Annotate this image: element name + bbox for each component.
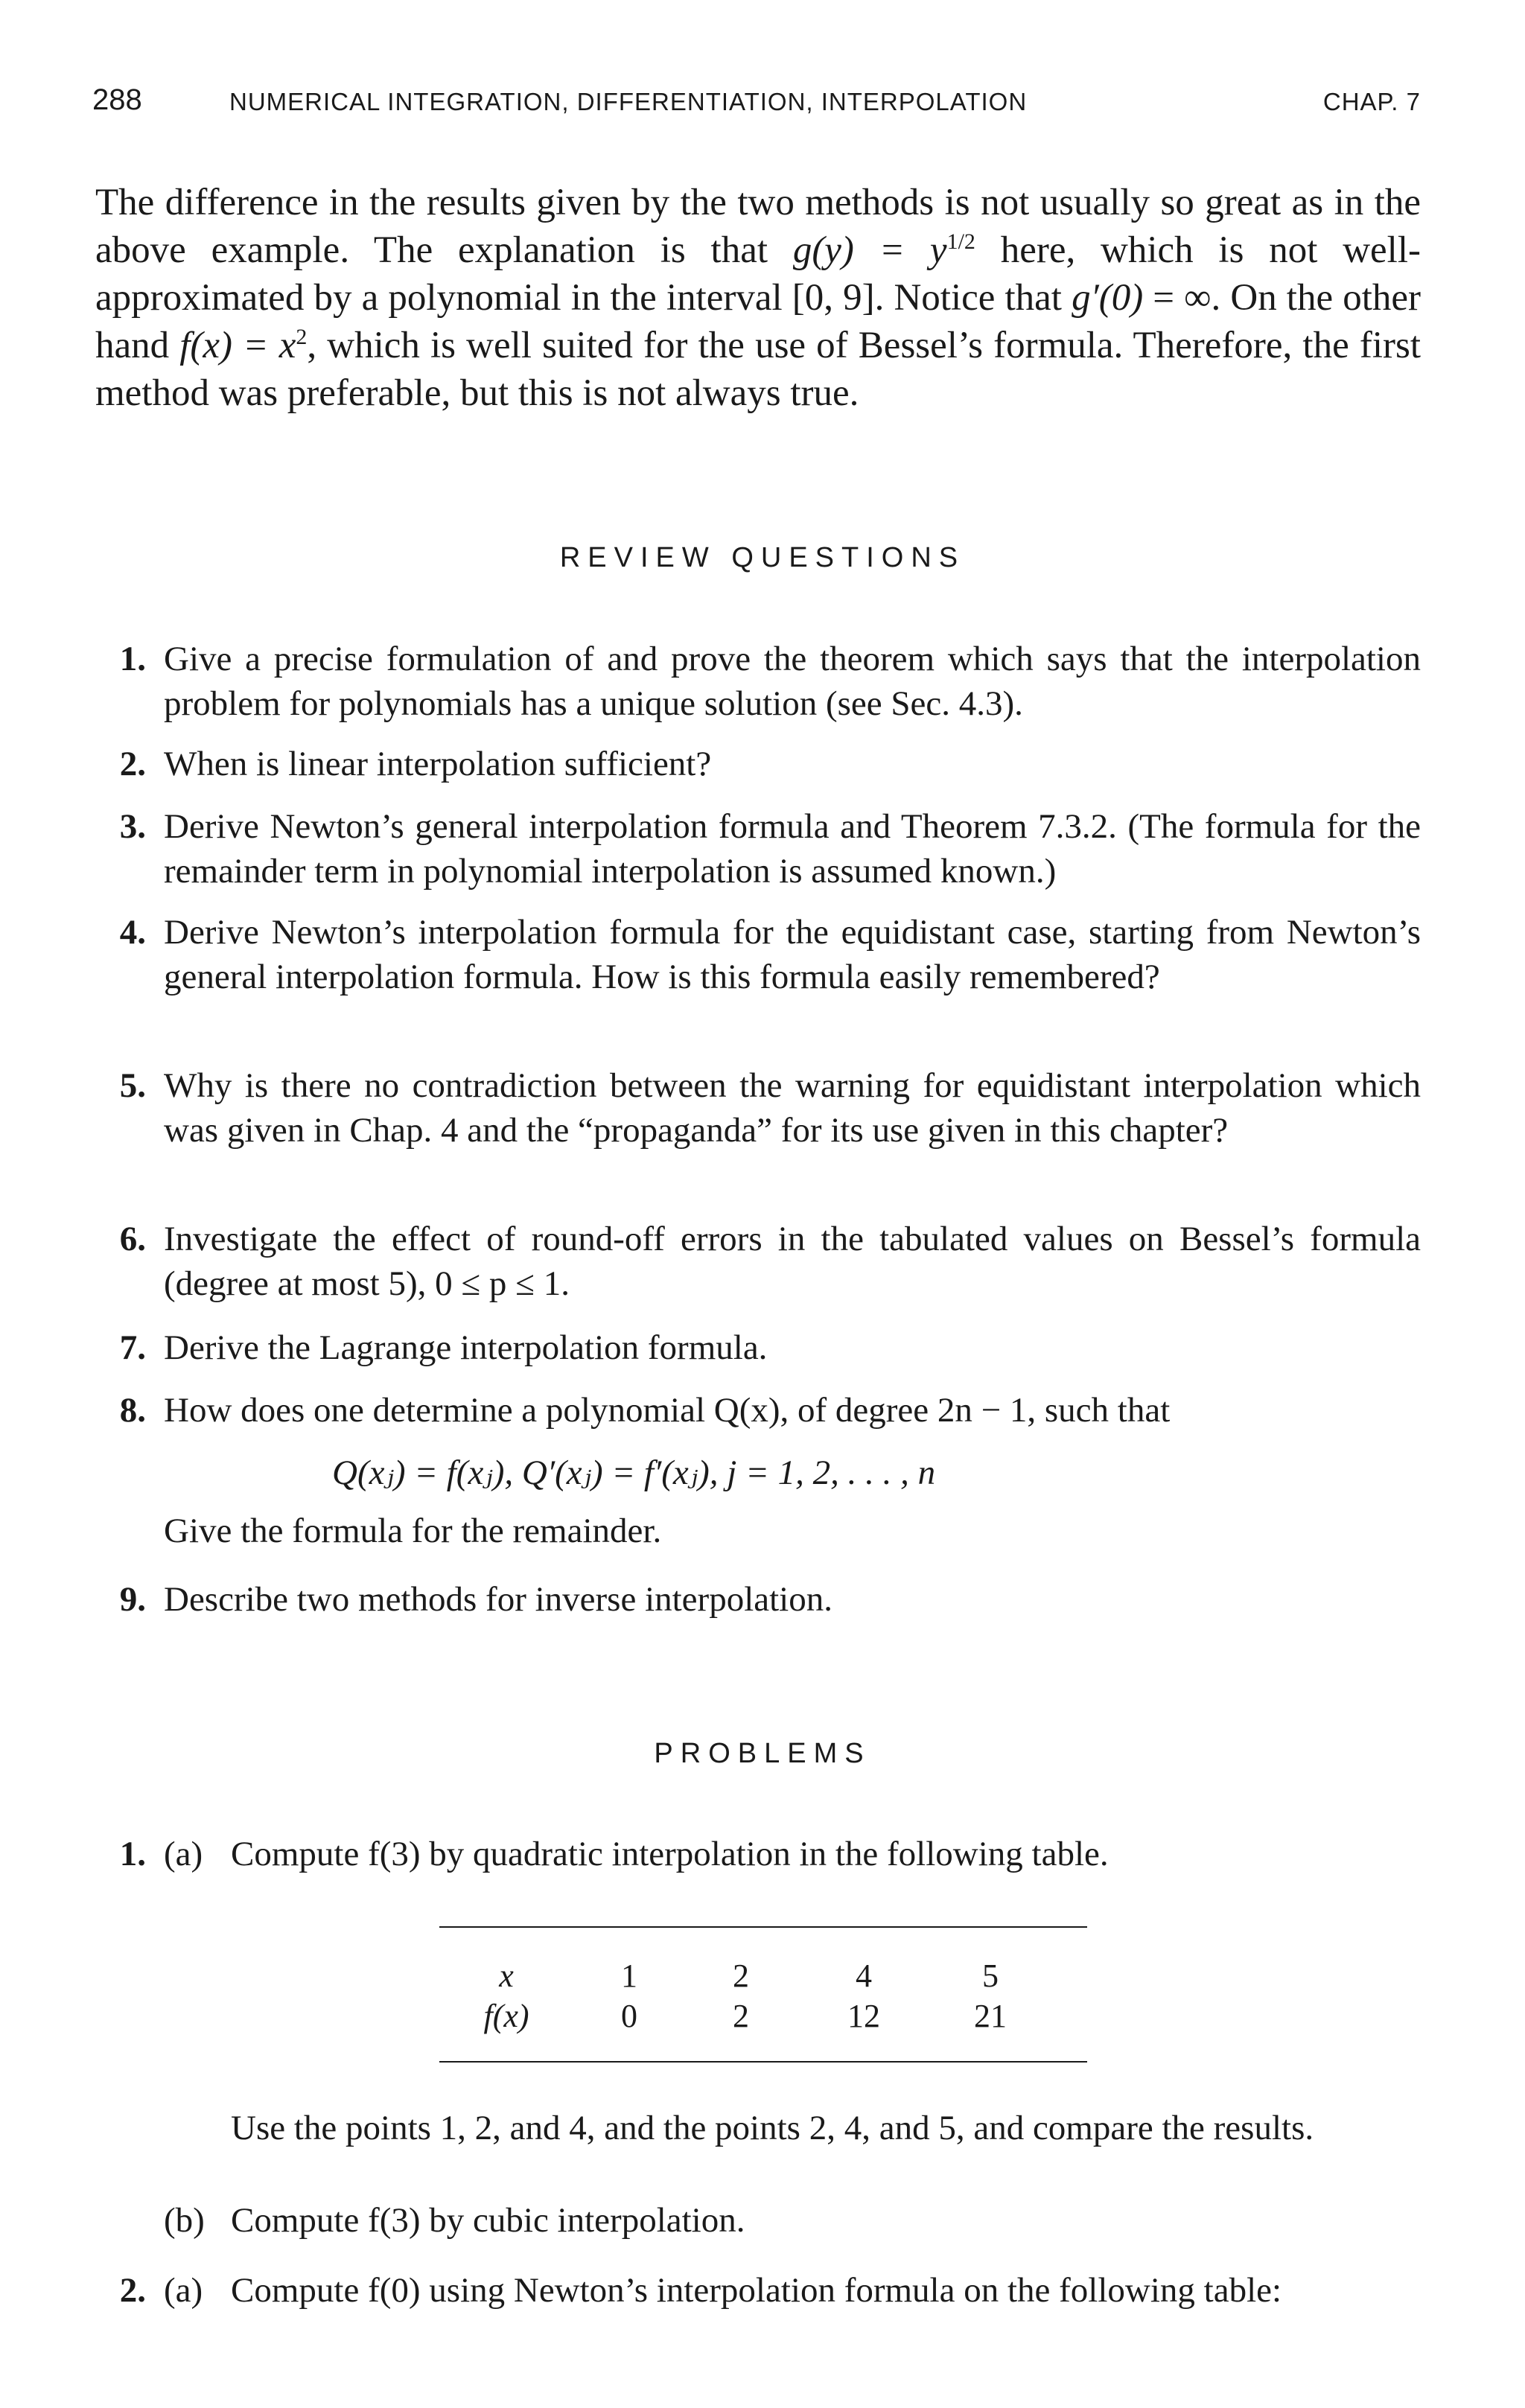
intro-line: , which is well suited for the use of Bessel’s [307, 325, 983, 366]
question-number: 7. [119, 1328, 146, 1367]
math-f-of-x: f(x) [179, 325, 233, 366]
table-bottom-rule [439, 2061, 1087, 2063]
question-text: Give the formula for the remainder. [164, 1512, 662, 1550]
chapter-label: CHAP. 7 [1322, 88, 1421, 115]
intro-line: well-approximated by a polynomial in the interval [0, 9]. Notice that [95, 229, 1421, 319]
intro-line: = ∞. [1143, 277, 1221, 319]
question-text: When is linear interpolation sufficient? [164, 745, 712, 783]
math-g-of-y: g(y) [792, 229, 854, 271]
intro-paragraph [95, 179, 1421, 417]
question-text: Derive Newton’s interpolation formula for the equidistant case, starting from Newton’s general interpolation formula. How is this formula easily remembered? [164, 913, 1421, 996]
part-text: Use the points 1, 2, and 4, and the points 2, 4, and 5, and compare the results. [231, 2109, 1314, 2147]
table-header-fx: f(x) [483, 1998, 529, 2034]
question-text: How does one determine a polynomial Q(x), of degree 2n − 1, such that [164, 1391, 1171, 1430]
intro-line: as in the above example. The explanation is that [95, 182, 1421, 271]
review-questions-heading: REVIEW QUESTIONS [559, 542, 966, 573]
running-head [92, 83, 1421, 128]
table-cell-fx: 21 [974, 1998, 1007, 2034]
hermite-condition-equation: Q(xⱼ) = f(xⱼ), Q′(xⱼ) = f′(xⱼ), j = 1, 2, . . . , n [332, 1453, 936, 1492]
table-cell-x: 4 [856, 1958, 872, 1994]
question-number: 6. [119, 1220, 146, 1258]
question-text: Derive the Lagrange interpolation formula. [164, 1328, 768, 1367]
part-text: Compute f(0) using Newton’s interpolation formula on the following table: [231, 2271, 1282, 2310]
part-text: Compute f(3) by cubic interpolation. [231, 2201, 745, 2240]
table-cell-x: 5 [982, 1958, 999, 1994]
table-cell-fx: 12 [847, 1998, 880, 2034]
math-eq-y: = y [853, 229, 947, 271]
table-top-rule [439, 1926, 1087, 1928]
math-eq-x: = x [232, 325, 296, 366]
table-cell-x: 2 [733, 1958, 749, 1994]
question-number: 5. [119, 1066, 146, 1105]
question-number: 9. [119, 1580, 146, 1619]
question-text: Why is there no contradiction between the warning for equidistant interpolation which was given in Chap. 4 and the “propaganda” for its use given in this chapter? [164, 1066, 1421, 1150]
part-label: (b) [164, 2201, 205, 2240]
part-label: (a) [164, 2271, 203, 2310]
intro-line: The difference in the results given by the two methods is not usually so great [95, 182, 1282, 223]
math-exponent: 1/2 [946, 229, 975, 254]
math-exponent: 2 [296, 325, 308, 349]
problem-number: 2. [119, 2271, 146, 2310]
math-g-prime: g′(0) [1072, 277, 1144, 319]
table-header-x: x [499, 1958, 514, 1994]
page-number: 288 [92, 83, 142, 116]
question-text: Investigate the effect of round-off errors in the tabulated values on Bessel’s formula (degree at most 5), 0 ≤ p ≤ 1. [164, 1220, 1421, 1303]
question-number: 4. [119, 913, 146, 952]
table-cell-fx: 0 [621, 1998, 637, 2034]
intro-line: formula. Therefore, the first method was preferable, but this is not always true. [95, 325, 1421, 414]
question-number: 8. [119, 1391, 146, 1430]
problem-number: 1. [119, 1835, 146, 1873]
question-number: 2. [119, 745, 146, 783]
part-text: Compute f(3) by quadratic interpolation in the following table. [231, 1835, 1109, 1873]
problems-heading: PROBLEMS [654, 1738, 871, 1769]
part-label: (a) [164, 1835, 203, 1873]
running-title: NUMERICAL INTEGRATION, DIFFERENTIATION, INTERPOLATION [229, 88, 1028, 115]
intro-line: On the other hand [95, 277, 1421, 366]
question-text: Derive Newton’s general interpolation formula and Theorem 7.3.2. (The formula for the remainder term in polynomial interpolation is assumed known.) [164, 807, 1421, 891]
question-text: Describe two methods for inverse interpolation. [164, 1580, 832, 1619]
question-number: 1. [119, 640, 146, 678]
intro-line: here, which is not [975, 229, 1318, 271]
question-number: 3. [119, 807, 146, 846]
question-text: Give a precise formulation of and prove the theorem which says that the interpolation problem for polynomials has a unique solution (see Sec. 4.3). [164, 640, 1421, 723]
table-cell-fx: 2 [733, 1998, 749, 2034]
table-cell-x: 1 [621, 1958, 637, 1994]
